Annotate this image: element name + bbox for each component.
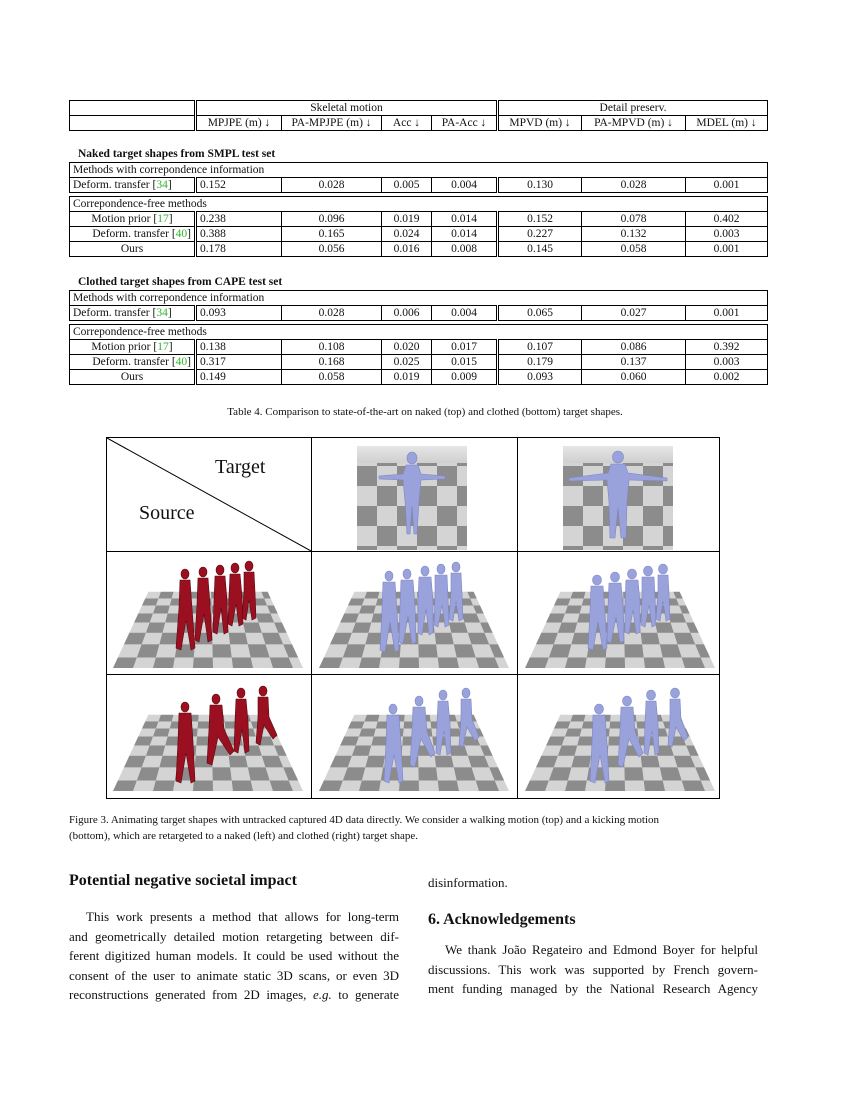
value-cell: 0.058 <box>282 370 382 385</box>
value-cell: 0.025 <box>382 355 432 370</box>
value-cell: 0.001 <box>686 178 768 193</box>
header-empty-cell <box>70 116 196 131</box>
value-cell: 0.138 <box>196 340 282 355</box>
value-cell: 0.008 <box>432 242 498 257</box>
citation-link[interactable]: 34 <box>156 306 168 319</box>
clothed-with-corr-label: Methods with correpondence information <box>70 291 768 306</box>
value-cell: 0.060 <box>582 370 686 385</box>
value-cell: 0.002 <box>686 370 768 385</box>
clothed-corr-free-label: Correpondence-free methods <box>70 325 768 340</box>
societal-impact-paragraph: This work presents a method that allows for long-term and geometrically detailed motion retargeting between dif- ferent digitized human models. It could be used without the consent of the user to animate static 3D scans, or even 3D reconstructions generated from 2D images, e.g. to generate <box>69 909 399 1002</box>
value-cell: 0.015 <box>432 355 498 370</box>
results-table-header <box>69 100 768 131</box>
citation-link[interactable]: 34 <box>156 178 168 191</box>
clothed-section-title: Clothed target shapes from CAPE test set <box>78 276 283 288</box>
value-cell: 0.014 <box>432 212 498 227</box>
table-row <box>70 242 768 257</box>
value-cell: 0.137 <box>582 355 686 370</box>
value-cell: 0.149 <box>196 370 282 385</box>
target-clothed-image <box>563 446 673 550</box>
table-row <box>70 370 768 385</box>
value-cell: 0.024 <box>382 227 432 242</box>
table-row <box>70 212 768 227</box>
value-cell: 0.402 <box>686 212 768 227</box>
value-cell: 0.016 <box>382 242 432 257</box>
value-cell: 0.003 <box>686 355 768 370</box>
header-diagonal-cell <box>107 438 311 551</box>
table-row <box>70 306 768 321</box>
value-cell: 0.388 <box>196 227 282 242</box>
naked-kicking-image <box>319 681 509 791</box>
col-mpjpe: MPJPE (m) ↓ <box>196 116 282 131</box>
value-cell: 0.132 <box>582 227 686 242</box>
citation-link[interactable]: 40 <box>175 227 188 240</box>
group-detail-preserv: Detail preserv. <box>498 101 768 116</box>
source-kicking-image <box>113 681 303 791</box>
value-cell: 0.009 <box>432 370 498 385</box>
value-cell: 0.145 <box>498 242 582 257</box>
value-cell: 0.179 <box>498 355 582 370</box>
value-cell: 0.001 <box>686 306 768 321</box>
header-empty-cell <box>70 101 196 116</box>
table-row <box>70 355 768 370</box>
figure-caption-line-1: Figure 3. Animating target shapes with untracked captured 4D data directly. We consider a walking motion (top) and a kicking motion <box>69 814 660 826</box>
citation-link[interactable]: 17 <box>157 340 169 353</box>
method-name: Deform. transfer [34] <box>70 306 196 321</box>
value-cell: 0.086 <box>582 340 686 355</box>
value-cell: 0.028 <box>582 178 686 193</box>
value-cell: 0.003 <box>686 227 768 242</box>
col-pa-mpvd: PA-MPVD (m) ↓ <box>582 116 686 131</box>
clothed-with-corr-table <box>69 290 768 321</box>
source-walking-image <box>113 558 303 668</box>
value-cell: 0.058 <box>582 242 686 257</box>
value-cell: 0.165 <box>282 227 382 242</box>
value-cell: 0.227 <box>498 227 582 242</box>
value-cell: 0.027 <box>582 306 686 321</box>
col-mpvd: MPVD (m) ↓ <box>498 116 582 131</box>
value-cell: 0.317 <box>196 355 282 370</box>
col-acc: Acc ↓ <box>382 116 432 131</box>
col-pa-acc: PA-Acc ↓ <box>432 116 498 131</box>
value-cell: 0.152 <box>196 178 282 193</box>
method-name: Ours <box>70 242 196 257</box>
target-label: Target <box>215 456 266 478</box>
value-cell: 0.014 <box>432 227 498 242</box>
value-cell: 0.130 <box>498 178 582 193</box>
naked-corr-free-table <box>69 196 768 257</box>
method-name: Deform. transfer [40] <box>70 227 196 242</box>
acknowledgements-heading: 6. Acknowledgements <box>428 911 576 928</box>
value-cell: 0.238 <box>196 212 282 227</box>
col-mdel: MDEL (m) ↓ <box>686 116 768 131</box>
value-cell: 0.093 <box>498 370 582 385</box>
citation-link[interactable]: 40 <box>175 355 188 368</box>
value-cell: 0.178 <box>196 242 282 257</box>
value-cell: 0.006 <box>382 306 432 321</box>
target-naked-image <box>357 446 467 550</box>
naked-walking-image <box>319 558 509 668</box>
figure-caption-line-2: (bottom), which are retargeted to a naked (left) and clothed (right) target shape. <box>69 830 419 842</box>
value-cell: 0.065 <box>498 306 582 321</box>
value-cell: 0.005 <box>382 178 432 193</box>
value-cell: 0.019 <box>382 370 432 385</box>
value-cell: 0.004 <box>432 178 498 193</box>
naked-corr-free-label: Correpondence-free methods <box>70 197 768 212</box>
value-cell: 0.078 <box>582 212 686 227</box>
value-cell: 0.028 <box>282 178 382 193</box>
value-cell: 0.019 <box>382 212 432 227</box>
value-cell: 0.017 <box>432 340 498 355</box>
method-name: Deform. transfer [34] <box>70 178 196 193</box>
citation-link[interactable]: 17 <box>157 212 169 225</box>
table-row <box>70 178 768 193</box>
table-row <box>70 340 768 355</box>
previous-paragraph-end: disinformation. <box>428 875 508 890</box>
value-cell: 0.152 <box>498 212 582 227</box>
clothed-walking-image <box>525 558 715 668</box>
figure-grid <box>106 437 720 799</box>
value-cell: 0.093 <box>196 306 282 321</box>
societal-impact-heading: Potential negative societal impact <box>69 872 297 889</box>
value-cell: 0.108 <box>282 340 382 355</box>
value-cell: 0.020 <box>382 340 432 355</box>
value-cell: 0.004 <box>432 306 498 321</box>
source-label: Source <box>139 502 195 524</box>
table-row <box>70 227 768 242</box>
method-name: Motion prior [17] <box>70 212 196 227</box>
method-name: Deform. transfer [40] <box>70 355 196 370</box>
value-cell: 0.107 <box>498 340 582 355</box>
col-pa-mpjpe: PA-MPJPE (m) ↓ <box>282 116 382 131</box>
value-cell: 0.168 <box>282 355 382 370</box>
table-caption: Table 4. Comparison to state-of-the-art on naked (top) and clothed (bottom) target shapes. <box>227 406 623 418</box>
group-skeletal-motion: Skeletal motion <box>196 101 498 116</box>
value-cell: 0.392 <box>686 340 768 355</box>
method-name: Motion prior [17] <box>70 340 196 355</box>
method-name: Ours <box>70 370 196 385</box>
acknowledgements-paragraph: We thank João Regateiro and Edmond Boyer for helpful discussions. This work was supported by French govern- ment funding managed by the National Research Agency <box>428 942 758 996</box>
value-cell: 0.028 <box>282 306 382 321</box>
naked-with-corr-table <box>69 162 768 193</box>
clothed-corr-free-table <box>69 324 768 385</box>
naked-with-corr-label: Methods with correpondence information <box>70 163 768 178</box>
value-cell: 0.001 <box>686 242 768 257</box>
naked-section-title: Naked target shapes from SMPL test set <box>78 148 276 160</box>
value-cell: 0.096 <box>282 212 382 227</box>
value-cell: 0.056 <box>282 242 382 257</box>
clothed-kicking-image <box>525 681 715 791</box>
